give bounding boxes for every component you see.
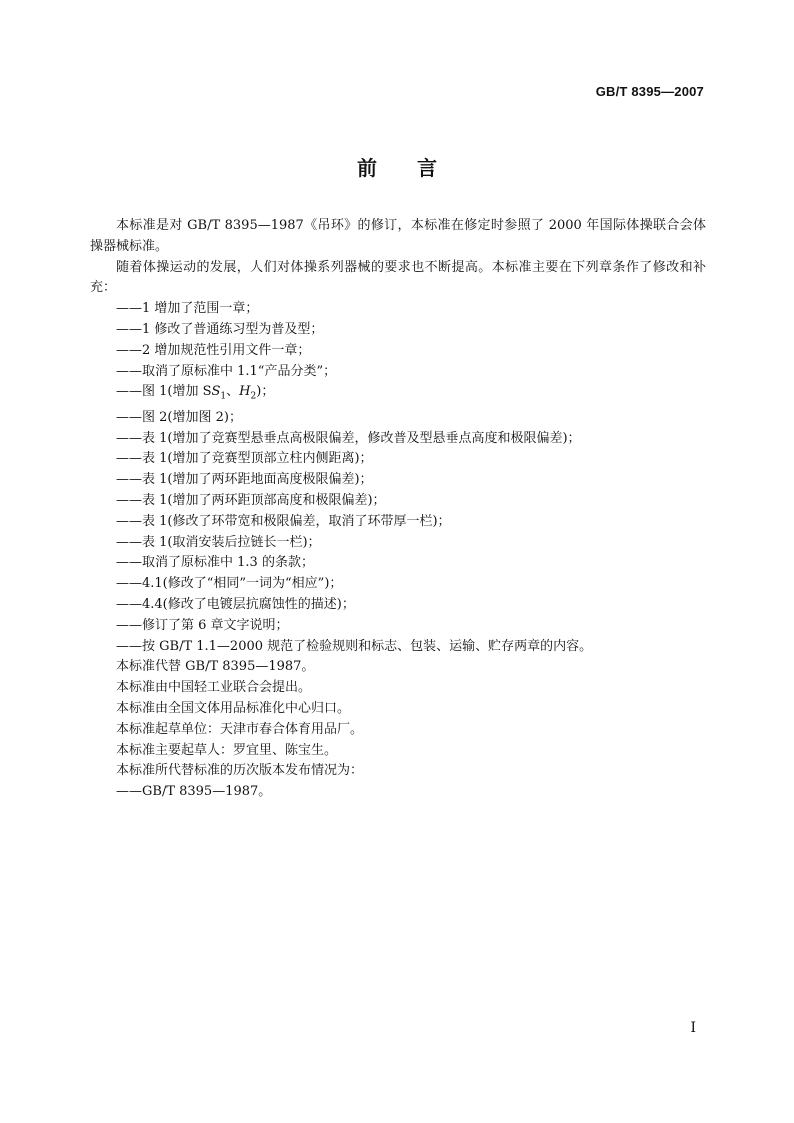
change-item: ——按 GB/T 1.1—2000 规范了检验规则和标志、包装、运输、贮存两章的内容。: [116, 638, 593, 654]
change-item: ——表 1(取消安装后拉链长一栏)；: [116, 534, 321, 550]
change-item: ——4.1(修改了“相同”一词为“相应”)；: [116, 576, 343, 592]
change-item: ——取消了原标准中 1.3 的条款；: [116, 555, 314, 571]
statement: 本标准起草单位：天津市春合体育用品厂。: [116, 721, 364, 737]
change-item: ——图 2(增加图 2)；: [116, 409, 242, 425]
standard-code: GB/T 8395—2007: [595, 84, 704, 99]
statement: 本标准由全国文体用品标准化中心归口。: [116, 700, 351, 716]
symbol-h: H: [239, 384, 251, 400]
symbol-separator: 、: [226, 384, 240, 400]
change-item: ——表 1(增加了两环距地面高度极限偏差)；: [116, 472, 373, 488]
page-number: I: [690, 1020, 696, 1036]
symbol-s-subscript: 1: [220, 391, 227, 402]
symbol-s: S: [211, 384, 221, 400]
change-item: ——1 修改了普通练习型为普及型；: [116, 321, 324, 337]
change-item: ——取消了原标准中 1.1“产品分类”；: [116, 363, 337, 379]
intro-paragraph: 本标准是对 GB/T 8395—1987《吊环》的修订，本标准在修定时参照了 2000 年国际体操联合会体操器械标准。: [90, 218, 706, 254]
change-item: ——4.4(修改了电镀层抗腐蚀性的描述)；: [116, 596, 355, 612]
change-item: ——修订了第 6 章文字说明；: [116, 617, 289, 633]
change-item: ——表 1(增加了两环距顶部高度和极限偏差)；: [116, 492, 386, 508]
change-item: ——2 增加规范性引用文件一章；: [116, 342, 311, 358]
statement: 本标准所代替标准的历次版本发布情况为：: [116, 763, 364, 779]
change-item: ——表 1(增加了竞赛型悬垂点高极限偏差，修改普及型悬垂点高度和极限偏差)；: [116, 430, 581, 446]
statement: ——GB/T 8395—1987。: [116, 784, 272, 800]
symbol-suffix: )；: [256, 384, 275, 400]
change-item: ——表 1(增加了竞赛型顶部立柱内侧距离)；: [116, 451, 373, 467]
statement: 本标准由中国轻工业联合会提出。: [116, 680, 312, 696]
change-item-text: ——图 1(增加 S: [116, 384, 212, 400]
change-item: ——表 1(修改了环带宽和极限偏差，取消了环带厚一栏)；: [116, 513, 451, 529]
statement: 本标准主要起草人：罗宜里、陈宝生。: [116, 742, 338, 758]
foreword-body: [90, 216, 706, 803]
change-item: ——1 增加了范围一章；: [116, 301, 259, 317]
change-item-figure-1: [90, 382, 706, 407]
page-title: 前言: [357, 156, 477, 180]
intro-paragraph: 随着体操运动的发展，人们对体操系列器械的要求也不断提高。本标准主要在下列章条作了修改和补充：: [90, 259, 706, 296]
symbol-h-subscript: 2: [250, 391, 257, 402]
statement: 本标准代替 GB/T 8395—1987。: [116, 659, 315, 675]
